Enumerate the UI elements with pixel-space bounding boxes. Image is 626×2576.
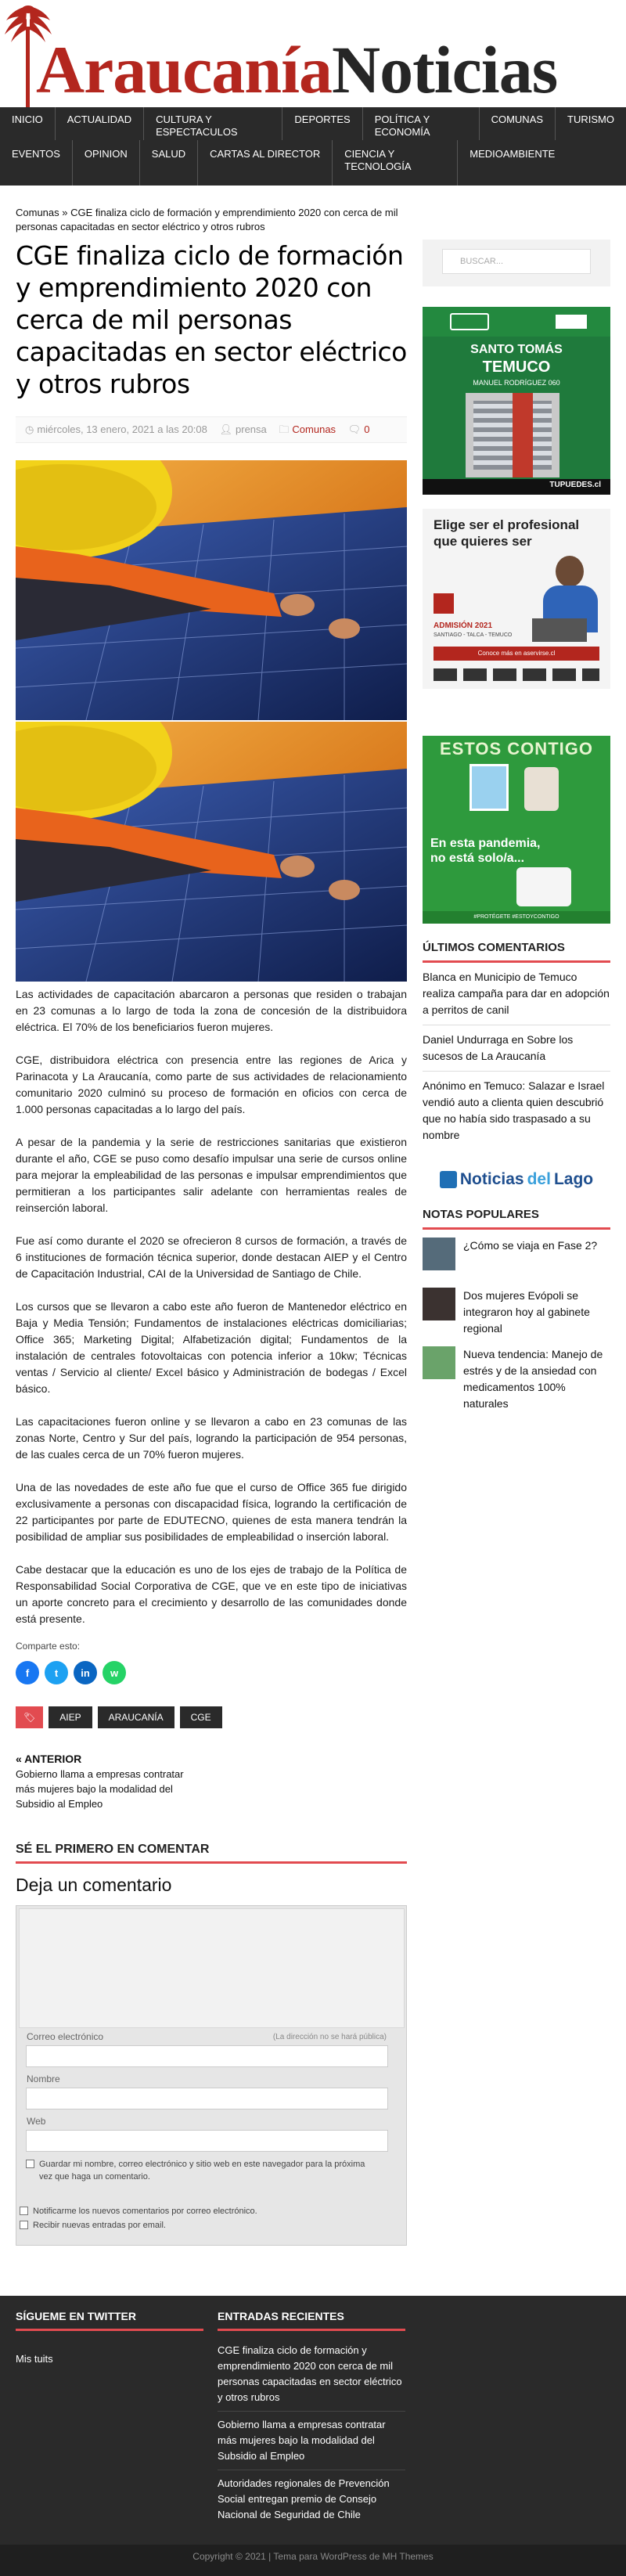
ad-line-1: En esta pandemia, (430, 837, 541, 850)
ad-admision-label: ADMISIÓN 2021 (434, 621, 493, 630)
post-tags (16, 1706, 407, 1728)
recent-comment[interactable]: Daniel Undurraga en Sobre los sucesos de La Araucanía (423, 1025, 610, 1072)
nav-item-turismo[interactable]: TURISMO (567, 113, 614, 125)
email-note: (La dirección no se hará pública) (272, 2033, 387, 2041)
nav-item-actualidad[interactable]: ACTUALIDAD (56, 107, 144, 140)
ad-santo-tomas[interactable] (423, 307, 610, 495)
previous-label: « ANTERIOR (16, 1753, 82, 1765)
tag-item[interactable]: AIEP (49, 1706, 92, 1728)
tag-item[interactable]: CGE (180, 1706, 222, 1728)
share-label: Comparte esto: (16, 1641, 81, 1652)
post-paragraph: Fue así como durante el 2020 se ofrecieron 8 cursos de formación, a través de 6 instituciones de formación técnica superior, donde destacan AIEP y el Centro de Capacitación Industrial, CAI de la Universidad de Santiago de Chile. (16, 1234, 407, 1280)
linkedin-share-button[interactable]: in (74, 1661, 97, 1684)
logo-icon (450, 313, 489, 330)
post-comment-count[interactable]: 0 (364, 423, 370, 435)
footer-recent-item[interactable]: Autoridades regionales de Prevención Social entregan premio de Consejo Nacional de Seguridad de Chile (218, 2477, 390, 2520)
ad-cta: Conoce más en aservirse.cl (434, 647, 599, 661)
breadcrumb (16, 206, 407, 234)
footer-recent-item[interactable]: Gobierno llama a empresas contratar más mujeres bajo la modalidad del Subsidio al Empleo (218, 2412, 405, 2470)
email-field[interactable] (26, 2045, 388, 2067)
ad-city: TEMUCO (482, 358, 551, 376)
ad-brand: SANTO TOMÁS (470, 343, 563, 356)
recent-comments-list (423, 963, 610, 1150)
popular-item[interactable] (423, 1346, 610, 1412)
post-paragraph: A pesar de la pandemia y la serie de restricciones sanitarias que existieron durante el año, CGE se puso como desafío impulsar una serie de cursos online para mejorar la empleabilidad de las personas e impulsar emprendimientos que permitieran a los participantes salir adelante con herramientas reales de reinserción laboral. (16, 1136, 407, 1214)
post-paragraph: Una de las novedades de este año fue que el curso de Office 365 fue dirigido exclusivamente a personas con discapacidad física, logrando la certificación de 22 participantes por parte de EDUTECNO, quienes de esta manera tendrán la posibilidad de ampliar sus posibilidades de empleabilidad o inserción laboral. (16, 1481, 407, 1543)
notify-comments-checkbox[interactable]: Notificarme los nuevos comentarios por correo electrónico. (20, 2205, 257, 2218)
web-label: Web (27, 2116, 46, 2127)
post-paragraph: Las capacitaciones fueron online y se llevaron a cabo en 23 comunas de las zonas Norte, Centro y Sur del país, logrando la participación de 954 personas, de las cuales cerca de un 70% fueron mujeres. (16, 1415, 407, 1461)
post-meta (16, 416, 407, 443)
nav-item-comunas[interactable]: COMUNAS (480, 107, 556, 140)
post-paragraph: Cabe destacar que la educación es uno de los ejes de trabajo de la Política de Responsabilidad Social Corporativa de CGE, que ve en este tipo de iniciativas un aporte concreto para el crecimiento y desarrollo de las comunidades donde está presente. (16, 1563, 407, 1625)
post-category[interactable]: Comunas (292, 423, 336, 435)
lago-text-2: del (527, 1170, 551, 1188)
nav-item-medioambiente[interactable]: MEDIOAMBIENTE (470, 148, 556, 160)
nav-item-cultura[interactable]: CULTURA Y ESPECTACULOS (144, 107, 282, 140)
ad-estoy-contigo[interactable] (423, 736, 610, 924)
post-paragraph: CGE, distribuidora eléctrica con presencia entre las regiones de Arica y Parinacota y La Araucanía, como parte de sus actividades de relacionamiento comunitario 2020 culminó su proceso de formación en oficios con cerca de 1.000 personas capacitadas a lo largo del país. (16, 1054, 407, 1115)
facebook-share-button[interactable]: f (16, 1661, 39, 1684)
ad-headline: Elige ser el profesional que quieres ser (434, 517, 580, 549)
student-image (532, 556, 606, 642)
ad-top-text: ESTOS CONTIGO (440, 739, 593, 758)
breadcrumb-home[interactable]: Comunas (16, 207, 59, 218)
nav-item-politica[interactable]: POLÍTICA Y ECONOMÍA (363, 107, 480, 140)
notify-posts-checkbox[interactable]: Recibir nuevas entradas por email. (20, 2219, 166, 2232)
nav-row-1 (0, 107, 626, 140)
nav-item-salud[interactable]: SALUD (140, 140, 198, 186)
building-image (466, 393, 559, 477)
comment-icon: 🗨 (347, 423, 362, 435)
footer-twitter-title: SÍGUEME EN TWITTER (16, 2310, 203, 2331)
post-image-1 (16, 460, 407, 720)
window-image (470, 764, 509, 811)
thumbnail-image (423, 1288, 455, 1320)
tag-item[interactable]: ARAUCANÍA (98, 1706, 174, 1728)
footer-recent-item[interactable]: CGE finaliza ciclo de formación y emprendimiento 2020 con cerca de mil personas capacitadas en sector eléctrico y otros rubros (218, 2337, 405, 2412)
nav-item-inicio[interactable]: INICIO (0, 107, 56, 140)
previous-post-link[interactable] (16, 1752, 407, 1811)
folder-icon: 🗀 (279, 423, 290, 435)
copyright: Copyright © 2021 | Tema para WordPress de MH Themes (0, 2545, 626, 2576)
ad-line-2: no está solo/a... (430, 852, 525, 865)
post-body (16, 986, 407, 1627)
share-buttons (16, 1661, 407, 1684)
recent-comments-title: ÚLTIMOS COMENTARIOS (423, 941, 610, 963)
sidebar (423, 240, 610, 1412)
footer-twitter (16, 2296, 203, 2365)
post-paragraph: Las actividades de capacitación abarcaron a personas que residen o trabajan en 23 comunas a lo largo de toda la zona de concesión de la distribuidora eléctrica. El 70% de los beneficiarios fueron mujeres. (16, 988, 407, 1033)
post-title: CGE finaliza ciclo de formación y emprendimiento 2020 con cerca de mil personas capacitadas en sector eléctrico y otros rubros (16, 240, 407, 399)
ad-campus: SANTIAGO - TALCA - TEMUCO (434, 632, 513, 638)
main-nav (0, 107, 626, 186)
post-image-2 (16, 722, 407, 982)
comment-form (16, 1905, 407, 2246)
twitter-link[interactable]: Mis tuits (16, 2353, 53, 2365)
phone-image (516, 867, 571, 906)
email-label: Correo electrónico (27, 2031, 104, 2042)
lago-logo-icon (440, 1171, 457, 1188)
footer-recent-title: ENTRADAS RECIENTES (218, 2310, 405, 2331)
ad-address: MANUEL RODRÍGUEZ 060 (473, 379, 560, 387)
ad-footer: TUPUEDES.cl (549, 481, 601, 489)
footer-recent (218, 2296, 405, 2528)
solar-worker-image (16, 460, 407, 720)
whatsapp-share-button[interactable]: w (103, 1661, 126, 1684)
name-label: Nombre (27, 2073, 60, 2084)
comments-heading: SÉ EL PRIMERO EN COMENTAR (16, 1843, 407, 1864)
site-logo[interactable]: AraucaníaNoticias (36, 32, 558, 107)
post-author: prensa (236, 423, 267, 435)
popular-item[interactable] (423, 1288, 610, 1337)
nav-item-deportes[interactable]: DEPORTES (282, 107, 362, 140)
ad-footer: #PROTÉGETE #ESTOYCONTIGO (423, 911, 610, 924)
search-widget (423, 240, 610, 286)
lago-text-3: Lago (553, 1170, 594, 1188)
logo-icon (434, 593, 454, 614)
solar-worker-image (16, 722, 407, 982)
person-image (524, 767, 559, 811)
nav-item-ciencia[interactable]: CIENCIA Y TECNOLOGÍA (333, 140, 458, 186)
user-icon: 👤︎ (219, 423, 233, 435)
site-footer (0, 2296, 626, 2576)
thumbnail-image (423, 1238, 455, 1270)
lago-text-1: Noticias (459, 1170, 524, 1188)
main-content (16, 206, 407, 2246)
thumbnail-image (423, 1346, 455, 1379)
popular-item-title: Nueva tendencia: Manejo de estrés y de la ansiedad con medicamentos 100% naturales (463, 1348, 603, 1410)
previous-title: Gobierno llama a empresas contratar más mujeres bajo la modalidad del Subsidio al Empleo (16, 1768, 184, 1810)
recent-comment[interactable]: Anónimo en Temuco: Salazar e Israel vendió auto a clienta quien descubrió que no había sido traspasado a su nombre (423, 1079, 605, 1141)
post-date: miércoles, 13 enero, 2021 a las 20:08 (37, 423, 207, 435)
nav-row-2 (0, 140, 626, 186)
popular-item[interactable] (423, 1238, 610, 1270)
clock-icon: ◷ (25, 423, 34, 435)
noticias-del-lago-banner[interactable] (423, 1164, 610, 1195)
name-field[interactable] (26, 2088, 388, 2109)
tag-icon: 🏷︎ (16, 1706, 43, 1728)
recent-comment[interactable]: Blanca en Municipio de Temuco realiza campaña para dar en adopción a perritos de canil (423, 963, 610, 1025)
post-paragraph: Los cursos que se llevaron a cabo este año fueron de Mantenedor eléctrico en Baja y Media Tensión; Fundamentos de instalaciones eléctricas domiciliarias; Office 365; Marketing Digital; Alfabetización digital; Fundamentos de la instalación de centrales fotovoltaicas con potencia inferior a 10kw; Técnicas ventas / Servicio al cliente/ Excel básico y Administración de bodegas / Excel básico. (16, 1300, 407, 1395)
site-header (0, 0, 626, 107)
nav-item-eventos[interactable]: EVENTOS (0, 140, 73, 186)
ad-admision[interactable] (423, 509, 610, 689)
web-field[interactable] (26, 2130, 388, 2152)
breadcrumb-current: CGE finaliza ciclo de formación y emprendimiento 2020 con cerca de mil personas capacitadas en sector eléctrico y otros rubros (16, 207, 398, 232)
twitter-share-button[interactable]: t (45, 1661, 68, 1684)
popular-title: NOTAS POPULARES (423, 1208, 610, 1230)
nav-item-cartas[interactable]: CARTAS AL DIRECTOR (198, 140, 333, 186)
popular-item-title: ¿Cómo se viaja en Fase 2? (463, 1239, 598, 1252)
breadcrumb-separator: » (62, 207, 68, 218)
comment-textarea[interactable] (19, 1908, 405, 2028)
leave-comment-title: Deja un comentario (16, 1875, 172, 1895)
popular-item-title: Dos mujeres Evópoli se integraron hoy al gabinete regional (463, 1289, 590, 1335)
nav-item-opinion[interactable]: OPINION (73, 140, 140, 186)
search-input[interactable]: BUSCAR... (442, 249, 591, 274)
save-info-checkbox[interactable]: Guardar mi nombre, correo electrónico y sitio web en este navegador para la próxima vez que haga un comentario. (26, 2158, 378, 2183)
badge-icon (556, 315, 587, 329)
